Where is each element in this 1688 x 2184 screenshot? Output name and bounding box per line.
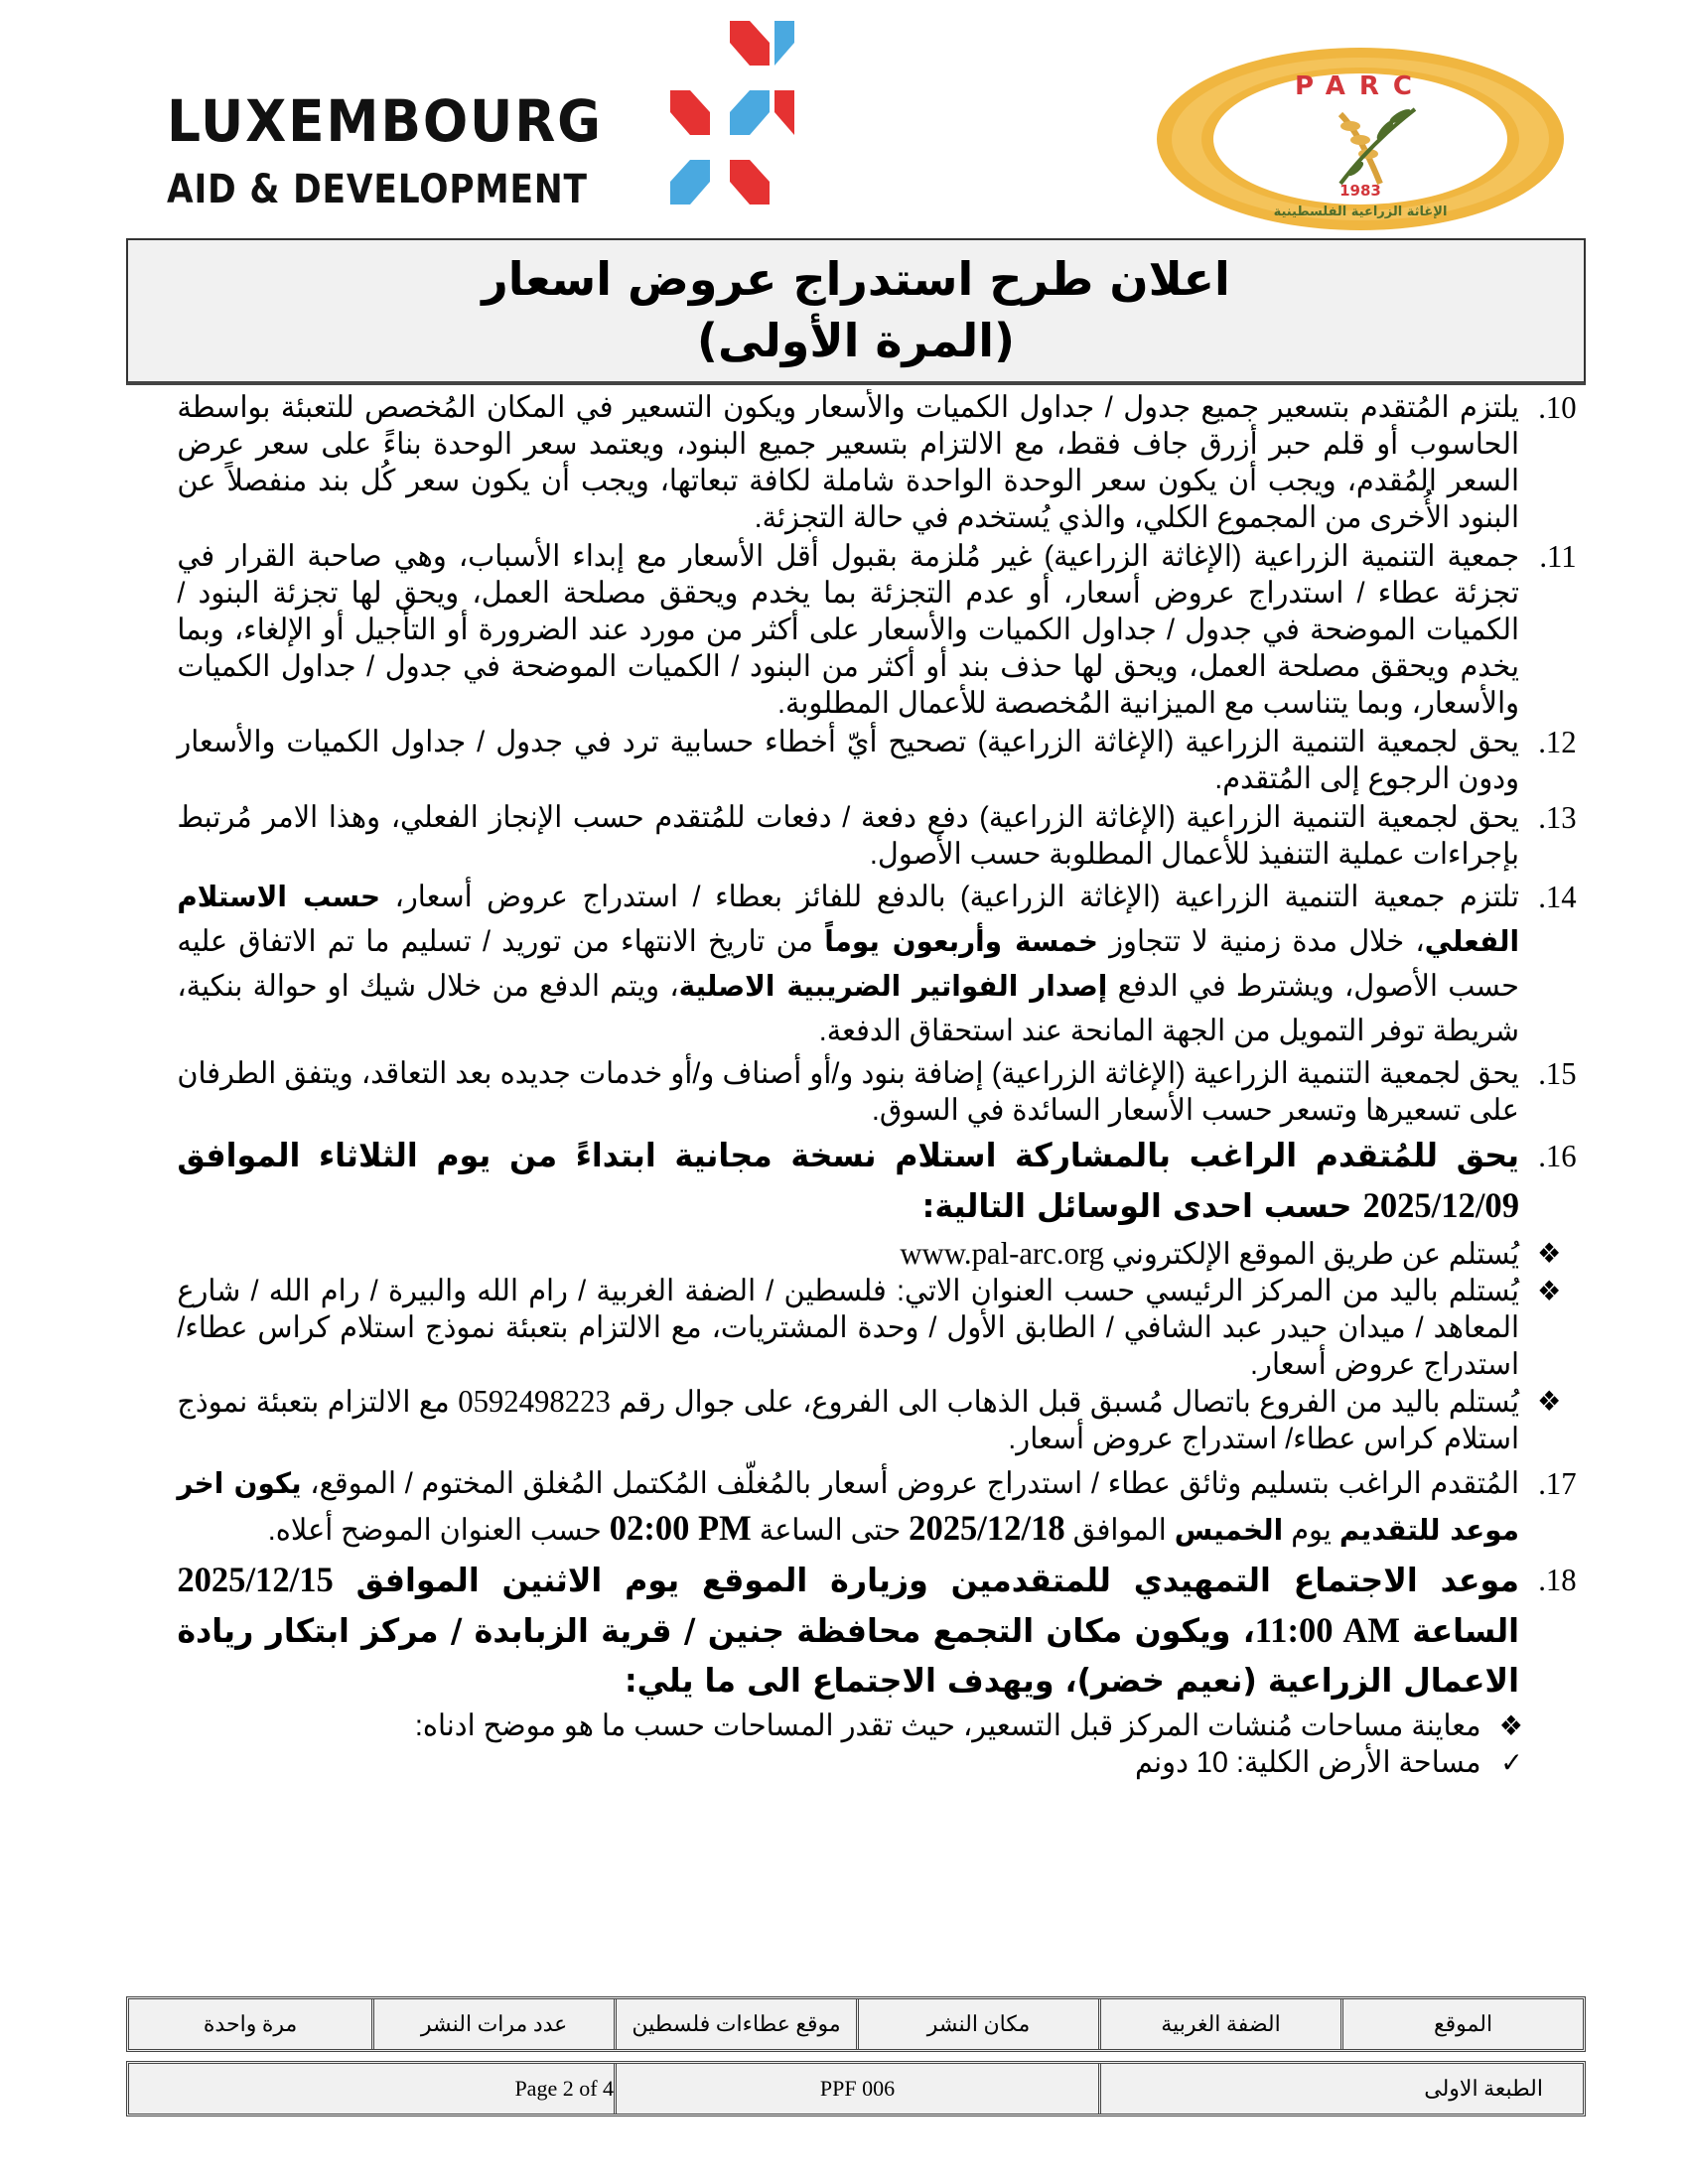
item-text: موعد الاجتماع التمهيدي للمتقدمين وزيارة الموقع يوم الاثنين الموافق 2025/12/15 الساعة 11:00 AM، ويكون مكان التجمع محافظة جنين / قرية الزبابدة / مركز ابتكار ريادة الاعمال الزراعية (نعيم خضر)، ويهدف الاجتماع الى ما يلي: — [177, 1560, 1520, 1700]
publication-info-table — [126, 1996, 1586, 2052]
footer-cell-publish-place-label: مكان النشر — [856, 1999, 1098, 2049]
item-number: .13 — [1538, 799, 1577, 835]
retrieval-methods-list — [177, 1235, 1562, 1457]
objective-inspect-areas: ❖ معاينة مساحات مُنشات المركز قبل التسعير، حيث تقدر المساحات حسب ما هو موضح ادناه: — [414, 1709, 1523, 1742]
item-text: يحق لجمعية التنمية الزراعية (الإغاثة الزراعية) إضافة بنود و/أو أصناف و/أو خدمات جديده بعد التعاقد، ويتفق الطرفان على تسعيرها وتسعر حسب الأسعار السائدة في السوق. — [177, 1057, 1519, 1127]
luxembourg-cross-mark-icon — [655, 18, 804, 216]
term-item-13 — [177, 799, 1577, 873]
logo-text-aid-development: AID & DEVELOPMENT — [167, 167, 588, 212]
luxembourg-aid-development-logo — [159, 18, 794, 216]
item-text: يلتزم المُتقدم بتسعير جميع جدول / جداول الكميات والأسعار ويكون التسعير في المكان المُخصص للتعبئة بواسطة الحاسوب أو قلم حبر أزرق جاف فقط، مع الالتزام بتسعير جميع البنود، ويعتمد سعر الوحدة بناءً على سعر عرض السعر المُقدم، ويجب أن يكون سعر الوحدة الواحدة شاملة لكافة تبعاتها، ويجب أن يكون سعر كُل بند منفصلاً عن البنود الأُخرى من المجموع الكلي، والذي يُستخدم في حالة التجزئة. — [177, 391, 1519, 534]
item-number: .14 — [1538, 879, 1577, 914]
title-line-1: اعلان طرح استدراج عروض اسعار — [482, 252, 1230, 306]
item-number: .17 — [1538, 1465, 1577, 1501]
svg-text:1983: 1983 — [1339, 182, 1381, 200]
submission-deadline-time: 02:00 PM — [609, 1508, 752, 1548]
emphasis-45-days: خمسة وأربعون يوماً — [824, 924, 1098, 958]
term-item-16 — [177, 1131, 1577, 1231]
term-item-15 — [177, 1055, 1577, 1129]
logo-text-luxembourg: LUXEMBOURG — [167, 87, 603, 155]
diamond-bullet-icon: ❖ — [1498, 1710, 1523, 1741]
item-number: .11 — [1539, 538, 1577, 574]
item-number: .10 — [1538, 389, 1577, 425]
item-number: .18 — [1538, 1562, 1577, 1597]
diamond-bullet-icon: ❖ — [1537, 1276, 1562, 1306]
distribution-start-date: 2025/12/09 — [1362, 1185, 1519, 1225]
emphasis-actual-receipt: حسب الاستلام الفعلي — [177, 880, 1519, 958]
emphasis-tax-invoices: إصدار الفواتير الضريبية الاصلية — [678, 969, 1108, 1003]
item-text: تلتزم جمعية التنمية الزراعية (الإغاثة الزراعية) بالدفع للفائز بعطاء / استدراج عروض أسعار، حسب الاستلام الفعلي، خلال مدة زمنية لا تتجاوز خمسة وأربعون يوماً من تاريخ الانتهاء من توريد / تسليم ما تم الاتفاق عليه حسب الأصول، ويشترط في الدفع إصدار الفواتير الضريبية الاصلية، ويتم الدفع من خلال شيك او حوالة بنكية، شريطة توفر التمويل من الجهة المانحة عند استحقاق الدفعة. — [177, 880, 1519, 1047]
footer-cell-location-label: الموقع — [1340, 1999, 1583, 2049]
meeting-objectives-list — [177, 1707, 1523, 1781]
title-line-2: (المرة الأولى) — [696, 314, 1016, 367]
footer-cell-edition: الطبعة الاولى — [1098, 2064, 1583, 2114]
diamond-bullet-icon: ❖ — [1537, 1386, 1562, 1417]
objective-total-land-area: ✓ مساحة الأرض الكلية: 10 دونم — [1134, 1746, 1523, 1779]
website-link[interactable]: www.pal-arc.org — [900, 1235, 1104, 1271]
retrieval-method-website: ❖ يُستلم عن طريق الموقع الإلكتروني www.pal-arc.org — [900, 1235, 1562, 1271]
footer-cell-location-value: الضفة الغربية — [1098, 1999, 1340, 2049]
footer-cell-page-number: Page 2 of 4 — [514, 2076, 615, 2101]
meeting-date: 2025/12/15 — [177, 1560, 334, 1599]
footer-cell-publish-count-label: عدد مرات النشر — [371, 1999, 614, 2049]
term-item-10 — [177, 389, 1577, 536]
checkmark-bullet-icon: ✓ — [1500, 1747, 1523, 1778]
submission-deadline-date: 2025/12/18 — [909, 1508, 1065, 1548]
item-text: يحق لجمعية التنمية الزراعية (الإغاثة الزراعية) دفع دفعة / دفعات للمُتقدم حسب الإنجاز الفعلي، وهذا الامر مُرتبط بإجراءات عملية التنفيذ للأعمال المطلوبة حسب الأصول. — [177, 801, 1519, 871]
diamond-bullet-icon: ❖ — [1537, 1238, 1562, 1269]
term-item-12 — [177, 724, 1577, 797]
phone-number: 0592498223 — [458, 1383, 611, 1419]
meeting-time: 11:00 AM — [1254, 1610, 1400, 1650]
emphasis-thursday: الخميس — [1174, 1513, 1284, 1547]
announcement-title-box — [126, 238, 1586, 385]
terms-list — [177, 389, 1577, 1781]
svg-text:الإغاثة الزراعية الفلسطينية: الإغاثة الزراعية الفلسطينية — [1273, 205, 1448, 219]
item-text: جمعية التنمية الزراعية (الإغاثة الزراعية) غير مُلزمة بقبول أقل الأسعار مع إبداء الأسباب، وهي صاحبة القرار في تجزئة عطاء / استدراج عروض أسعار، أو عدم التجزئة بما يخدم ويحقق مصلحة العمل، ويحق لها تجزئة البنود / الكميات الموضحة في جدول / جداول الكميات والأسعار على أكثر من مورد عند الضرورة أو التأجيل أو الإلغاء، وبما يخدم ويحقق مصلحة العمل، ويحق لها حذف بند أو أكثر من البنود / الكميات الموضحة في جدول / جداول الكميات والأسعار، وبما يتناسب مع الميزانية المُخصصة للأعمال المطلوبة. — [177, 540, 1519, 720]
retrieval-method-main-office: ❖ يُستلم باليد من المركز الرئيسي حسب العنوان الاتي: فلسطين / الضفة الغربية / رام الله والبيرة / رام الله / شارع المعاهد / ميدان حيدر عبد الشافي / الطابق الأول / وحدة المشتريات، مع الالتزام بتعبئة نموذج استلام كراس عطاء/ استدراج عروض أسعار. — [177, 1275, 1562, 1381]
item-number: .15 — [1538, 1055, 1577, 1091]
term-item-17 — [177, 1461, 1577, 1553]
term-item-18 — [177, 1555, 1577, 1706]
footer-cell-publish-count-value: مرة واحدة — [203, 2011, 298, 2036]
footer-cell-publish-place-value: موقع عطاءات فلسطين — [614, 1999, 856, 2049]
item-text: يحق للمُتقدم الراغب بالمشاركة استلام نسخة مجانية ابتداءً من يوم الثلاثاء الموافق 2025/12/09 حسب احدى الوسائل التالية: — [177, 1136, 1519, 1225]
emphasis-deadline: يكون اخر موعد للتقديم — [177, 1466, 1519, 1547]
footer-cell-form-code: PPF 006 — [614, 2064, 1098, 2114]
term-item-11 — [177, 538, 1577, 722]
svg-text:PARC: PARC — [1295, 71, 1426, 101]
parc-logo — [1152, 45, 1569, 233]
document-info-table — [126, 2061, 1586, 2116]
term-item-14 — [177, 875, 1577, 1053]
item-number: .16 — [1538, 1138, 1577, 1173]
item-number: .12 — [1538, 724, 1577, 759]
retrieval-method-branches: ❖ يُستلم باليد من الفروع باتصال مُسبق قبل الذهاب الى الفروع، على جوال رقم 0592498223 مع الالتزام بتعبئة نموذج استلام كراس عطاء/ استدراج عروض أسعار. — [177, 1383, 1562, 1455]
item-text: يحق لجمعية التنمية الزراعية (الإغاثة الزراعية) تصحيح أيّ أخطاء حسابية ترد في جدول / جداول الكميات والأسعار ودون الرجوع إلى المُتقدم. — [177, 726, 1519, 795]
item-text: المُتقدم الراغب بتسليم وثائق عطاء / استدراج عروض أسعار بالمُغلّف المُكتمل المُغلق المختوم / الموقع، يكون اخر موعد للتقديم يوم الخميس الموافق 2025/12/18 حتى الساعة 02:00 PM حسب العنوان الموضح أعلاه. — [177, 1466, 1519, 1548]
